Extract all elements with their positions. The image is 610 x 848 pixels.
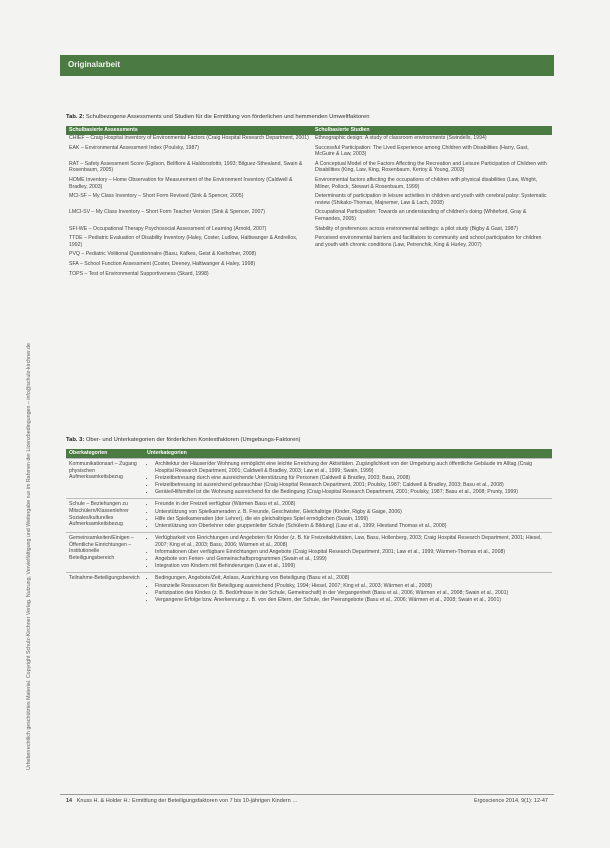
table-cell: Perceived environmental barriers and facilitators to community and school participation for children and youth with chronic conditions (Law, Petrenchik, King & Hurley, 2007)	[315, 235, 542, 248]
table-cell: LMCI-SV – My Class Inventory – Short Form Teacher Version (Sink & Spencer, 2007)	[69, 209, 265, 216]
footer-authors: Knuss H. & Holder H.: Ermittlung der Beteiligungsfaktoren von 7 bis 10-jährigen Kindern …	[76, 798, 298, 804]
copyright-sidebar-text: Urheberrechtlich geschütztes Material. Copyright Schulz-Kirchner Verlag. Nutzung, Vervielfältigung und Weitergabe nur im Rahmen der Lizenzbedingungen – info@schulz-kirchner.de	[26, 343, 32, 770]
table-row	[66, 226, 552, 236]
table-cell: Environmental factors affecting the occupations of children with physical disabilities (Law, Wright, Milner, Pollock, Stewart & Rosenbaum, 1999)	[315, 176, 538, 190]
table-row	[66, 161, 552, 177]
footer-journal: Ergoscience 2014, 9(1): 12-47	[474, 798, 548, 804]
list-item: • Vergangene Erfolge bzw. Anerkennung z. B. von den Eltern, der Schule, der Peerangebote (Basu et al., 2006; Wärmen et al., 2008; Swain et al., 2001)	[155, 597, 549, 604]
table-cell: Occupational Participation: Towards an understanding of children's doing (Whiteford, Gray & Fernandes, 2005)	[315, 209, 527, 222]
list-item: • Freizeitbetreuung durch eine ausreichende Unterstützung für Personen (Caldwell & Bradley, 2003; Basu, 2008)	[155, 475, 549, 482]
table-cell: Ethnographic design: A study of classroom environments (Swindells, 1994)	[315, 135, 487, 141]
table-row	[66, 177, 552, 193]
table-row	[66, 261, 552, 271]
category-cell: Gemeinsamkeiten/Einigen – Öffentliche Einrichtungen – Institutionelle Beteiligungsbereich	[66, 533, 144, 573]
category-cell: Teilnahme-Beteiligungsbereich	[66, 573, 144, 606]
table2-caption-text: Ober- und Unterkategorien der förderlichen Kontextfaktoren (Umgebungs-Faktoren)	[85, 437, 301, 443]
table-cell: HOME Inventory – Home Observation for Measurement of the Environment Inventory (Caldwell & Bradley, 2003)	[69, 176, 293, 190]
list-item: • Finanzielle Ressourcen für Beteiligung ausreichend (Poulsky, 1994; Hiesel, 2007; King et al., 2003; Wärmen et al., 2008)	[155, 583, 549, 590]
table-cell	[312, 271, 552, 281]
table-cell: TOPS – Test of Environmental Supportiveness (Skard, 1998)	[69, 270, 209, 277]
table-cell	[312, 261, 552, 271]
list-item: • Bedingungen, Angebote/Zeit, Anlass, Ausrichtung von Beteiligung (Basu et al., 2008)	[155, 575, 549, 582]
table2-caption-label: Tab. 3:	[66, 437, 85, 443]
list-item: • Architektur der Häuser/der Wohnung ermöglicht eine leichte Erreichung der Aktivitäten. Zugänglichkeit von der Umgebung auch öffentliche Gebäude im Alltag (Craig Hospital Research Department, 2001; Caldwell & Bradley, 2003; Law et al., 1999; Swain, 1999)	[155, 461, 549, 474]
table2-caption	[66, 437, 301, 443]
table-cell: SFI-WE – Occupational Therapy Psychosocial Assessment of Learning (Arnold, 2007)	[69, 225, 267, 232]
table-cell: EAK – Environmental Assessment Index (Poulsky, 1987)	[69, 144, 199, 151]
table-row	[66, 251, 552, 261]
table2-header-main-categories: Oberkategorien	[66, 449, 144, 459]
table-row	[66, 235, 552, 251]
table-cell	[312, 251, 552, 261]
table-cell: MCI-SF – My Class Inventory – Short Form Revised (Sink & Spencer, 2005)	[69, 193, 244, 200]
table-row	[66, 533, 552, 573]
subcategory-cell	[144, 499, 552, 533]
table-row	[66, 499, 552, 533]
category-cell: Schule – Beziehungen zu Mitschülern/Klassenlehrer Soziales/kulturelles Aufmerksamkeitsbezug	[66, 499, 144, 533]
banner-rule	[60, 75, 554, 76]
table-cell: Successful Participation: The Lived Experience among Children with Disabilities (Harry, Gast, McGuire & Law, 2003)	[315, 144, 529, 158]
table-cell: A Conceptual Model of the Factors Affecting the Recreation and Leisure Participation of Children with Disabilities (King, Law, King, Rosenbaum, Kertoy & Young, 2003)	[315, 160, 547, 174]
table-row	[66, 135, 552, 145]
table1-caption	[66, 114, 369, 120]
list-item: • Freizeitbetreuung ist ausreichend gebrauchbar (Craig Hospital Research Department, 2001; Poulsky, 1987; Caldwell & Bradley, 2003; Basu et al., 2008)	[155, 482, 549, 489]
list-item: • Integration von Kindern mit Behinderungen (Law et al., 1999)	[155, 563, 549, 570]
category-cell: Kommunikationsart – Zugang physischen Aufmerksamkeitsbezug	[66, 459, 144, 499]
subcategory-cell	[144, 533, 552, 573]
list-item: • Unterstützung von Oberlehrer oder gruppenleiter Schule (Schülerin & Bildung) (Law et al., 1999; Hiestand Thomas et al., 2008)	[155, 523, 549, 530]
table1-caption-text: Schulbezogene Assessments und Studien für die Ermittlung von förderlichen und hemmenden Umweltfaktoren	[85, 114, 370, 120]
table2	[66, 449, 552, 606]
table-row	[66, 459, 552, 499]
table-cell: TTDE – Pediatric Evaluation of Disability Inventory (Haley, Coster, Ludlow, Haltiwanger & Andrellos, 1992)	[69, 235, 298, 248]
section-banner-label: Originalarbeit	[68, 60, 121, 69]
subcategory-cell	[144, 573, 552, 606]
footer-left	[66, 798, 298, 804]
table-cell: SFA – School Function Assessment (Coster, Deeney, Haltiwanger & Haley, 1998)	[69, 260, 256, 267]
table-cell: Stability of preferences across environmental settings: a pilot study (Bigby & Gast, 1987)	[315, 225, 518, 232]
list-item: • Informationen über verfügbare Einrichtungen und Angebote (Craig Hospital Research Department, 2001; Law et al., 1999; Wärmen-Thomas et al., 2008)	[155, 549, 549, 556]
table2-header-sub-categories: Unterkategorien	[144, 449, 552, 459]
list-item: • Hilfe der Spielkameraden (der Lehrer), die ein gleichaltriges Spiel ermöglichen (Swain, 1999)	[155, 516, 549, 523]
list-item: • Verfügbarkeit von Einrichtungen und Angeboten für Kinder (z. B. für Freizeitaktivitäten, Law, Basu, Hollenberg, 2003; Craig Hospital Research Department, 2001; Hiesel, 2007; King et al., 2003; Basu, 2006; Wärmen et al., 2008)	[155, 535, 549, 548]
table-row	[66, 209, 552, 225]
table-cell: PVQ – Pediatric Volitional Questionnaire (Basu, Kafkes, Geist & Kielhofner, 2008)	[69, 251, 257, 258]
page-number: 14	[66, 798, 73, 804]
table1	[66, 126, 552, 280]
table-row	[66, 573, 552, 606]
table1-header-studies: Schulbasierte Studien	[312, 126, 552, 135]
subcategory-cell	[144, 459, 552, 499]
list-item: • Unterstützung von Spielkameraden z. B. Freunde, Geschwister, Gleichaltrige (Kinder, Rigby & Gaige, 2006)	[155, 509, 549, 516]
table-cell: Determinants of participation in leisure activities in children and youth with cerebral palsy: Systematic review (Shikako-Thomas, Majnemer, Law & Lach, 2008)	[315, 193, 547, 206]
list-item: • Geräte/Hilfsmittel ist die Wohnung ausreichend für die Bedingung (Craig Hospital Research Department, 2001; Poulsky, 1987; Basu et al., 2008; Prunty, 1999)	[155, 489, 549, 496]
table-row	[66, 145, 552, 161]
table1-caption-label: Tab. 2:	[66, 114, 85, 120]
list-item: • Angebote von Ferien- und Gemeinschaftsprogrammen (Swain et al., 1999)	[155, 556, 549, 563]
list-item: • Partizipation des Kindes (z. B. Bedürfnisse in der Schule, Gemeinschaft) in der Vergangenheit (Basu et al., 2006; Wärmen et al., 2008; Swain et al., 2001)	[155, 590, 549, 597]
table-cell: CHIEF – Craig Hospital Inventory of Environmental Factors (Craig Hospital Research Department, 2001)	[69, 135, 309, 141]
table1-header-assessments: Schulbasierte Assessments	[66, 126, 312, 135]
table-row	[66, 271, 552, 281]
list-item: • Freunde in der Freizeit verfügbar (Wärmen Basu et al., 2008)	[155, 501, 549, 508]
section-banner	[60, 55, 554, 75]
footer-rule	[60, 794, 554, 795]
table-row	[66, 193, 552, 209]
table-cell: RAT – Safety Assessment Score (Egilson, Bellfiore & Haldorsdottir, 1993; Bilguez-Sthealand, Swain & Rosenbaum, 2005)	[69, 160, 303, 174]
